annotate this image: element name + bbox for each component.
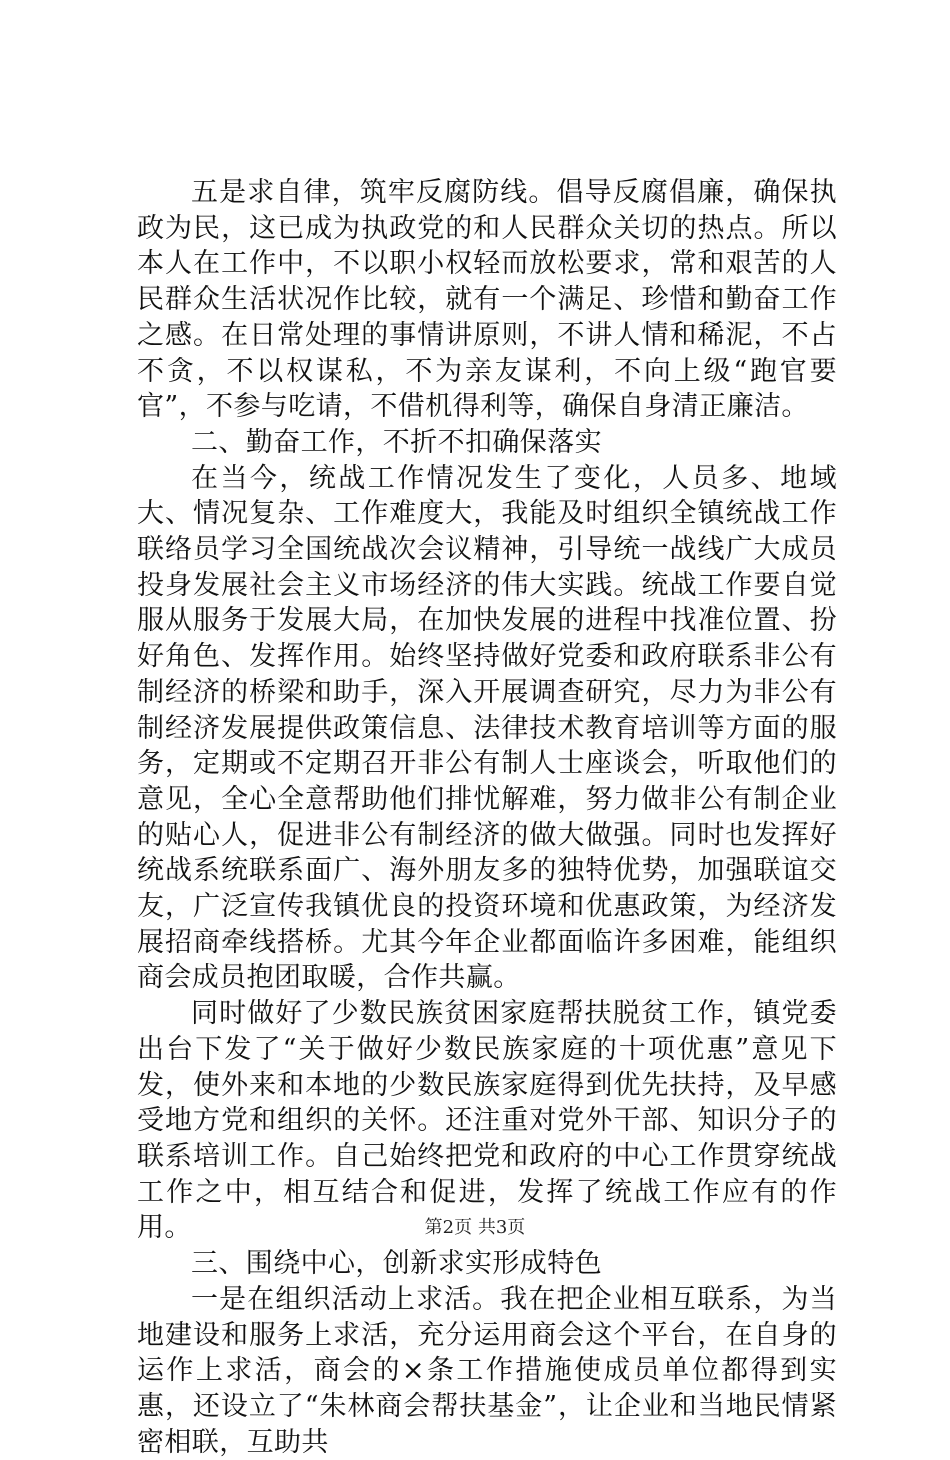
section-heading-3: 三、围绕中心，创新求实形成特色 bbox=[191, 1248, 602, 1280]
paragraph-minority-assistance: 同时做好了少数民族贫困家庭帮扶脱贫工作，镇党委出台下发了“关于做好少数民族家庭的十项优惠”意见下发，使外来和本地的少数民族家庭得到优先扶持，及早感受地方党和组织的关怀。还注重对党外干部、知识分子的联系培训工作。自己始终把党和政府的中心工作贯穿统战工作之中，相互结合和促进，发挥了统战工作应有的作用。 bbox=[137, 998, 837, 1244]
section-heading-2: 二、勤奋工作，不折不扣确保落实 bbox=[191, 426, 602, 458]
paragraph-united-front-work: 在当今，统战工作情况发生了变化，人员多、地域大、情况复杂、工作难度大，我能及时组织全镇统战工作联络员学习全国统战次会议精神，引导统一战线广大成员投身发展社会主义市场经济的伟大实践。统战工作要自觉服从服务于发展大局，在加快发展的进程中找准位置、扮好角色、发挥作用。始终坚持做好党委和政府联系非公有制经济的桥梁和助手，深入开展调查研究，尽力为非公有制经济发展提供政策信息、法律技术教育培训等方面的服务，定期或不定期召开非公有制人士座谈会，听取他们的意见，全心全意帮助他们排忧解难，努力做非公有制企业的贴心人，促进非公有制经济的做大做强。同时也发挥好统战系统联系面广、海外朋友多的独特优势，加强联谊交友，广泛宣传我镇优良的投资环境和优惠政策，为经济发展招商牵线搭桥。尤其今年企业都面临许多困难，能组织商会成员抱团取暖，合作共赢。 bbox=[137, 462, 837, 994]
document-body bbox=[137, 175, 837, 1460]
paragraph-organizational-activities: 一是在组织活动上求活。我在把企业相互联系，为当地建设和服务上求活，充分运用商会这个平台，在自身的运作上求活，商会的×条工作措施使成员单位都得到实惠，还设立了“朱林商会帮扶基金”，让企业和当地民情紧密相联，互助共 bbox=[137, 1283, 837, 1458]
paragraph-self-discipline: 五是求自律，筑牢反腐防线。倡导反腐倡廉，确保执政为民，这已成为执政党的和人民群众关切的热点。所以本人在工作中，不以职小权轻而放松要求，常和艰苦的人民群众生活状况作比较，就有一个满足、珍惜和勤奋工作之感。在日常处理的事情讲原则，不讲人情和稀泥，不占不贪，不以权谋私，不为亲友谋利，不向上级“跑官要官”，不参与吃请，不借机得利等，确保自身清正廉洁。 bbox=[137, 177, 837, 423]
page-number-footer: 第2页 共3页 bbox=[424, 1217, 526, 1238]
